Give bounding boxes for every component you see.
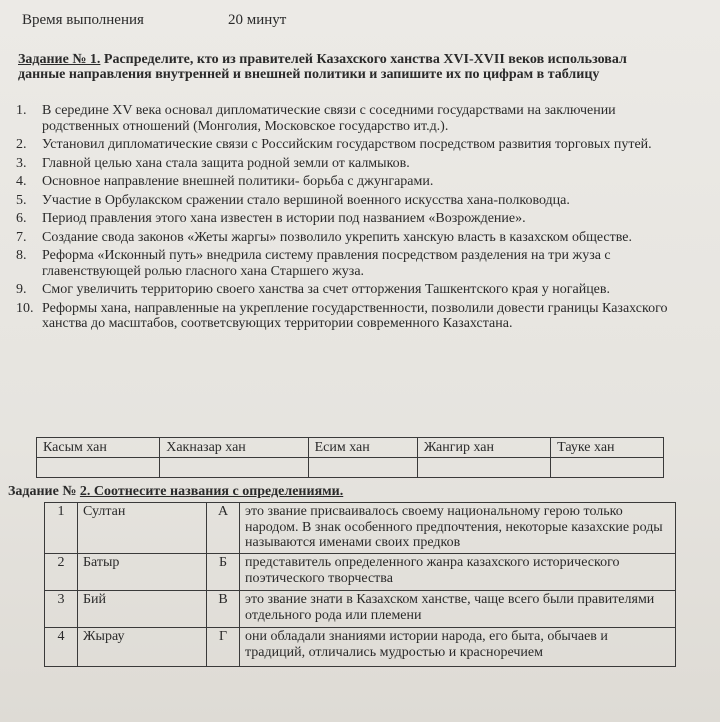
statement-text: Участие в Орбулакском сражении стало вершиной военного искусства хана-полководца. — [42, 192, 570, 208]
ruler-header-cell: Тауке хан — [551, 438, 664, 458]
definition-cell: они обладали знаниями истории народа, его быта, обычаев и традиций, отличались мудростью и красноречием — [240, 628, 676, 667]
letter-cell: В — [207, 591, 240, 628]
ruler-header-cell: Хакназар хан — [160, 438, 308, 458]
statement-number: 6. — [16, 211, 27, 226]
table-row — [45, 554, 676, 591]
statement-number: 7. — [16, 229, 27, 245]
statement-text: Создание свода законов «Жеты жаргы» позволило укрепить ханскую власть в казахском обществе. — [42, 229, 633, 245]
statement-number: 1. — [16, 103, 27, 118]
statement-text: Реформы хана, направленные на укрепление государственности, позволили довести границы Казахского ханства до масштабов, соответсвующих территории современного Казахстана. — [42, 300, 668, 331]
rulers-answer-table — [36, 437, 664, 478]
statement-item — [10, 282, 670, 298]
row-number: 1 — [45, 503, 78, 554]
row-number: 3 — [45, 591, 78, 628]
rulers-header-row — [37, 438, 664, 458]
statement-text: Основное направление внешней политики- борьба с джунгарами. — [42, 174, 434, 189]
statement-number: 9. — [16, 282, 27, 297]
term-cell: Батыр — [78, 554, 207, 591]
statement-number: 4. — [16, 174, 27, 189]
statement-text: Реформа «Исконный путь» внедрила систему правления посредством разделения на три жуза с главенствующей ролью гласного хана Старшего жуза. — [42, 248, 611, 279]
answer-cell[interactable] — [551, 458, 664, 478]
task2-title-underlined: 2. Соотнесите названия с определениями. — [79, 484, 344, 499]
statement-number: 5. — [16, 192, 27, 208]
statement-item — [10, 248, 670, 279]
rulers-answer-row — [37, 458, 664, 478]
row-number: 2 — [45, 554, 78, 591]
letter-cell: А — [207, 503, 240, 554]
table-row — [45, 503, 676, 554]
statement-text: Период правления этого хана известен в истории под названием «Возрождение». — [42, 211, 526, 226]
ruler-header-cell: Жангир хан — [417, 438, 550, 458]
ruler-header-cell: Касым хан — [37, 438, 160, 458]
task1-number: Задание № 1. — [18, 52, 101, 67]
term-cell: Султан — [78, 503, 207, 554]
statement-item — [10, 230, 670, 246]
statement-item — [10, 137, 670, 153]
ruler-header-cell: Есим хан — [308, 438, 417, 458]
letter-cell: Б — [207, 554, 240, 591]
answer-cell[interactable] — [308, 458, 417, 478]
letter-cell: Г — [207, 628, 240, 667]
table-row — [45, 628, 676, 667]
statement-item — [10, 174, 670, 190]
statement-text: В середине XV века основал дипломатические связи с соседними государствами на заключении родственных отношений (Монголия, Московское государство ит.д.). — [42, 103, 616, 134]
statement-item — [10, 301, 670, 332]
statement-item — [10, 193, 670, 209]
time-value: 20 минут — [228, 12, 287, 28]
statement-number: 2. — [16, 137, 27, 152]
statement-text: Установил дипломатические связи с Российским государством посредством развития торговых путей. — [42, 137, 652, 152]
task2-title-plain: Задание № — [8, 484, 80, 499]
row-number: 4 — [45, 628, 78, 667]
term-cell: Жырау — [78, 628, 207, 667]
definition-cell: представитель определенного жанра казахского исторического поэтического творчества — [240, 554, 676, 591]
statement-item — [10, 156, 670, 172]
term-cell: Бий — [78, 591, 207, 628]
statement-number: 3. — [16, 155, 27, 171]
statement-item — [10, 211, 670, 227]
matching-table — [44, 502, 676, 667]
statement-number: 10. — [16, 300, 34, 316]
answer-cell[interactable] — [417, 458, 550, 478]
time-label: Время выполнения — [22, 12, 144, 28]
task1-instruction: Распределите, кто из правителей Казахского ханства XVI-XVII веков использовал данные направления внутренней и внешней политики и запишите их по цифрам в таблицу — [18, 52, 627, 82]
answer-cell[interactable] — [37, 458, 160, 478]
task2-title — [8, 484, 343, 500]
task1-title — [18, 52, 668, 82]
statement-item — [10, 103, 670, 134]
definition-cell: это звание присваивалось своему национальному герою только народом. В знак особенного предпочтения, некоторые казахские роды называются именами своих предков — [240, 503, 676, 554]
task1-statements — [10, 103, 670, 335]
statement-number: 8. — [16, 248, 27, 263]
statement-text: Смог увеличить территорию своего ханства за счет отторжения Ташкентского края у ногайцев. — [42, 282, 611, 297]
answer-cell[interactable] — [160, 458, 308, 478]
definition-cell: это звание знати в Казахском ханстве, чаще всего были правителями отдельного рода или племени — [240, 591, 676, 628]
table-row — [45, 591, 676, 628]
statement-text: Главной целью хана стала защита родной земли от калмыков. — [42, 155, 410, 171]
